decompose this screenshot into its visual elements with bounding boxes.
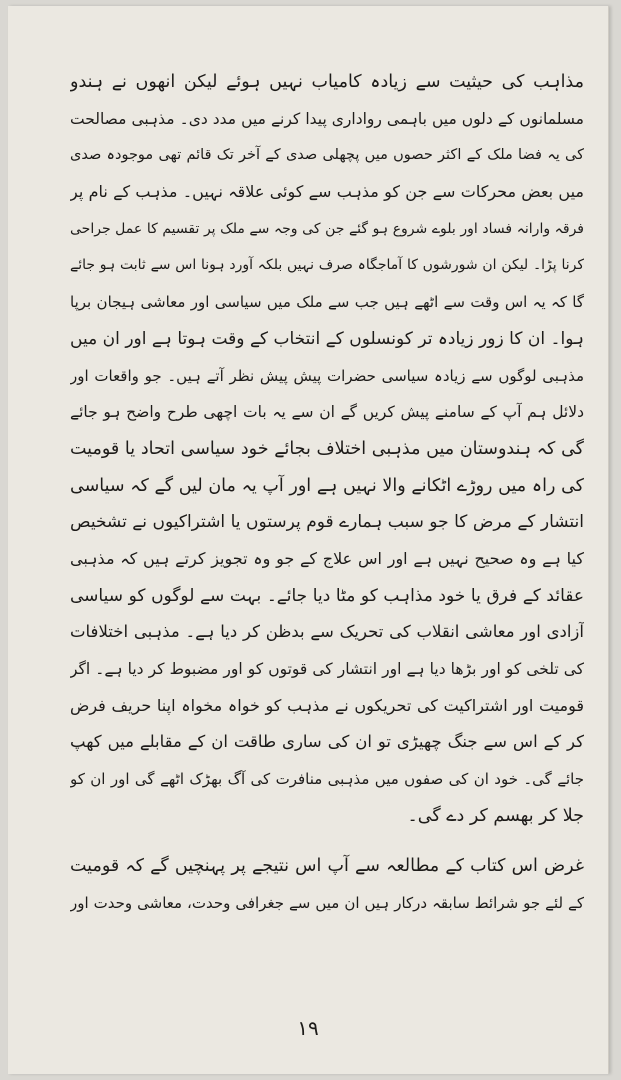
text-line: انتشار کے مرض کا جو سبب ہمارے قوم پرستوں یا اشتراکیوں نے تشخیص [70, 512, 584, 533]
text-line: گی کہ ہندوستان میں مذہبی اختلاف بجائے خود سیاسی اتحاد یا قومیت [70, 438, 584, 459]
text-line: کیا ہے وہ صحیح نہیں ہے اور اس علاج کے جو وہ تجویز کرتے ہیں کہ مذہبی [70, 548, 584, 568]
text-line: گا کہ یہ اس وقت سے اٹھے ہیں جب سے ملک میں سیاسی اور معاشی ہیجان برپا [70, 293, 584, 312]
text-line: مسلمانوں کے دلوں میں باہمی رواداری پیدا کرنے میں مدد دی۔ مذہبی مصالحت [70, 109, 584, 128]
text-line: قومیت اور اشتراکیت کی تحریکوں نے مذہب کو خواہ مخواہ اپنا حریف فرض [70, 695, 584, 715]
text-line: غرض اس کتاب کے مطالعہ سے آپ اس نتیجے پر پہنچیں گے کہ قومیت [70, 856, 584, 877]
text-line: جائے گی۔ خود ان کی صفوں میں مذہبی منافرت کی آگ بھڑک اٹھے گی اور ان کو [70, 770, 584, 789]
text-line: آزادی اور معاشی انقلاب کی تحریک سے بدظن کر دیا ہے۔ مذہبی اختلافات [70, 622, 584, 642]
paragraph [70, 64, 584, 834]
text-line: کی یہ فضا ملک کے اکثر حصوں میں پچھلی صدی کے آخر تک قائم تھی موجودہ صدی [70, 147, 584, 164]
text-line: ہوا۔ ان کا زور زیادہ تر کونسلوں کے انتخاب کے وقت ہوتا ہے اور ان میں [70, 328, 584, 349]
text-line: کی تلخی کو اور بڑھا دیا ہے اور انتشار کی قوتوں کو اور مضبوط کر دیا ہے۔ اگر [70, 660, 584, 678]
text-line: دلائل ہم آپ کے سامنے پیش کریں گے ان سے یہ بات اچھی طرح واضح ہو جائے [70, 403, 584, 422]
text-line: فرقہ وارانہ فساد اور بلوے شروع ہو گئے جن کی وجہ سے ملک پر تقسیم کا عمل جراحی [70, 220, 584, 237]
text-line: جلا کر بھسم کر دے گی۔ [407, 805, 584, 826]
text-line: میں بعض محرکات سے جن کو مذہب سے کوئی علاقہ نہیں۔ مذہب کے نام پر [70, 182, 584, 202]
paragraph-gap [70, 834, 584, 848]
text-line: کے لئے جو شرائط سابقہ درکار ہیں ان میں سے جغرافی وحدت، معاشی وحدت اور [70, 894, 584, 913]
paragraph [70, 848, 584, 921]
text-line: عقائد کے فرق یا خود مذاہب کو مٹا دیا جائے۔ بہت سے لوگوں کو سیاسی [70, 585, 584, 606]
page-text [70, 64, 584, 922]
page-number: ۱۹ [297, 1016, 319, 1040]
text-line: کرنا پڑا۔ لیکن ان شورشوں کا آماجگاہ صرف نہیں بلکہ آورد ہونا اس سے ثابت ہو جائے [70, 257, 584, 274]
text-line: مذاہب کی حیثیت سے زیادہ کامیاب نہیں ہوئے لیکن انھوں نے ہندو [70, 72, 584, 92]
text-line: کی راہ میں روڑے اٹکانے والا نہیں ہے اور آپ یہ مان لیں گے کہ سیاسی [70, 475, 584, 496]
text-line: مذہبی لوگوں سے زیادہ سیاسی حضرات پیش پیش نظر آتے ہیں۔ جو واقعات اور [70, 366, 584, 385]
book-page [8, 6, 609, 1074]
text-line: کر کے اس سے جنگ چھیڑی تو ان کی ساری طاقت ان کے مقابلے میں کھپ [70, 732, 584, 752]
